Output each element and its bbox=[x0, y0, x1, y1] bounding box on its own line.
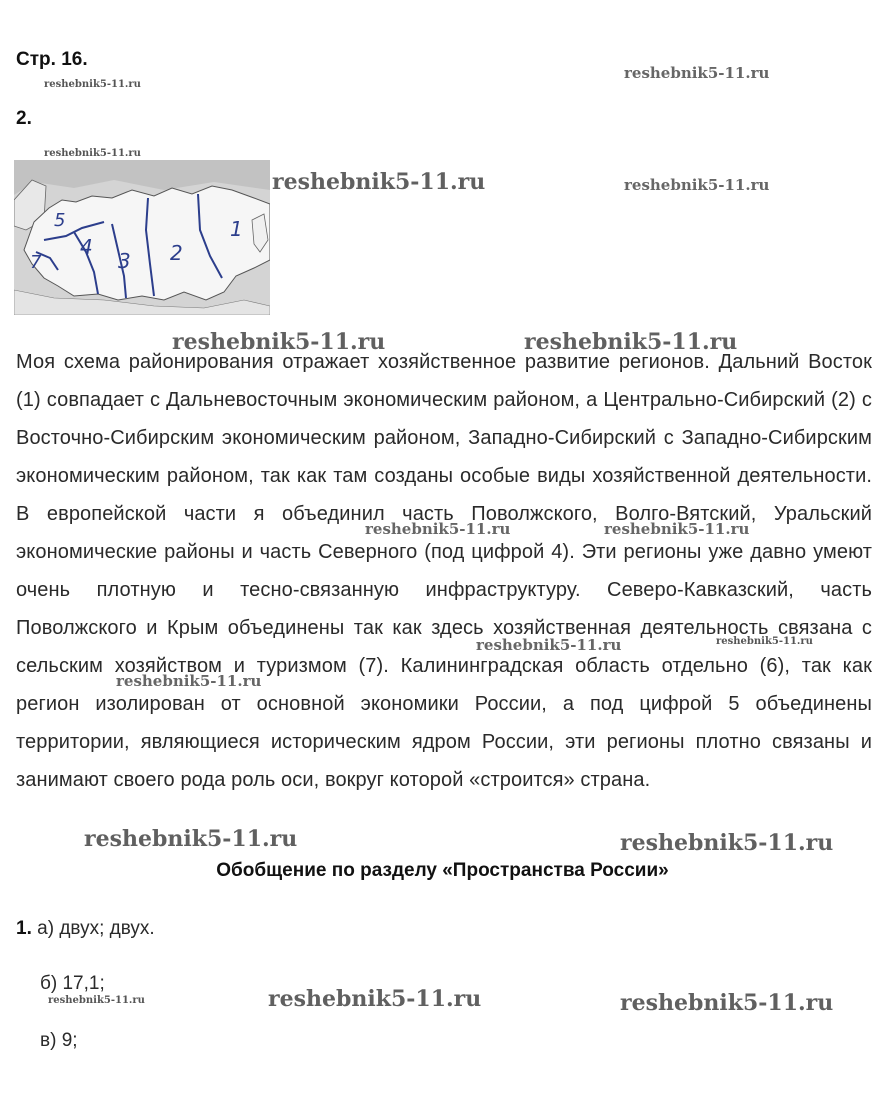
watermark: reshebnik5-11.ru bbox=[44, 79, 141, 90]
answer-1a-text: а) двух; двух. bbox=[37, 918, 155, 939]
section-title: Обобщение по разделу «Пространства России» bbox=[216, 860, 669, 881]
map-number-4: 4 bbox=[80, 235, 93, 259]
page-heading: Стр. 16. bbox=[16, 49, 88, 70]
watermark: reshebnik5-11.ru bbox=[268, 986, 482, 1012]
answer-1a bbox=[16, 918, 155, 940]
answer-1-number: 1. bbox=[16, 918, 32, 939]
watermark: reshebnik5-11.ru bbox=[116, 672, 262, 690]
russia-regions-map bbox=[14, 160, 270, 315]
map-number-2: 2 bbox=[170, 241, 183, 265]
answer-1b: б) 17,1; bbox=[40, 973, 105, 994]
watermark: reshebnik5-11.ru bbox=[84, 826, 298, 852]
map-number-3: 3 bbox=[118, 249, 131, 273]
watermark: reshebnik5-11.ru bbox=[716, 636, 813, 647]
watermark: reshebnik5-11.ru bbox=[524, 329, 738, 355]
watermark: reshebnik5-11.ru bbox=[620, 990, 834, 1016]
map-number-1: 1 bbox=[230, 217, 243, 241]
answer-paragraph: Моя схема районирования отражает хозяйственное развитие регионов. Дальний Восток (1) совпадает с Дальневосточным экономическим районом, а Центрально-Сибирский (2) с Восточно-Сибирским экономическим районом, Западно-Сибирский с Западно-Сибирским экономическим районом, так как там созданы особые виды хозяйственной деятельности. В европейской части я объединил часть Поволжского, Волго-Вятский, Уральский экономические районы и часть Северного (под цифрой 4). Эти регионы уже давно умеют очень плотную и тесно-связанную инфраструктуру. Северо-Кавказский, часть Поволжского и Крым объединены так как здесь хозяйственная деятельность связана с сельским хозяйством и туризмом (7). Калининградская область отдельно (6), так как регион изолирован от основной экономики России, а под цифрой 5 объединены территории, являющиеся историческим ядром России, эти регионы плотно связаны и занимают своего рода роль оси, вокруг которой «строится» страна. bbox=[16, 351, 872, 791]
task-number: 2. bbox=[16, 108, 32, 129]
watermark: reshebnik5-11.ru bbox=[365, 520, 511, 538]
watermark: reshebnik5-11.ru bbox=[604, 520, 750, 538]
watermark: reshebnik5-11.ru bbox=[44, 148, 141, 159]
watermark: reshebnik5-11.ru bbox=[620, 830, 834, 856]
answer-1v: в) 9; bbox=[40, 1030, 78, 1051]
watermark: reshebnik5-11.ru bbox=[624, 176, 770, 194]
watermark: reshebnik5-11.ru bbox=[272, 169, 486, 195]
watermark: reshebnik5-11.ru bbox=[624, 64, 770, 82]
map-number-7: 7 bbox=[30, 252, 42, 273]
watermark: reshebnik5-11.ru bbox=[172, 329, 386, 355]
watermark: reshebnik5-11.ru bbox=[48, 995, 145, 1006]
map-number-5: 5 bbox=[54, 210, 66, 231]
watermark: reshebnik5-11.ru bbox=[476, 636, 622, 654]
